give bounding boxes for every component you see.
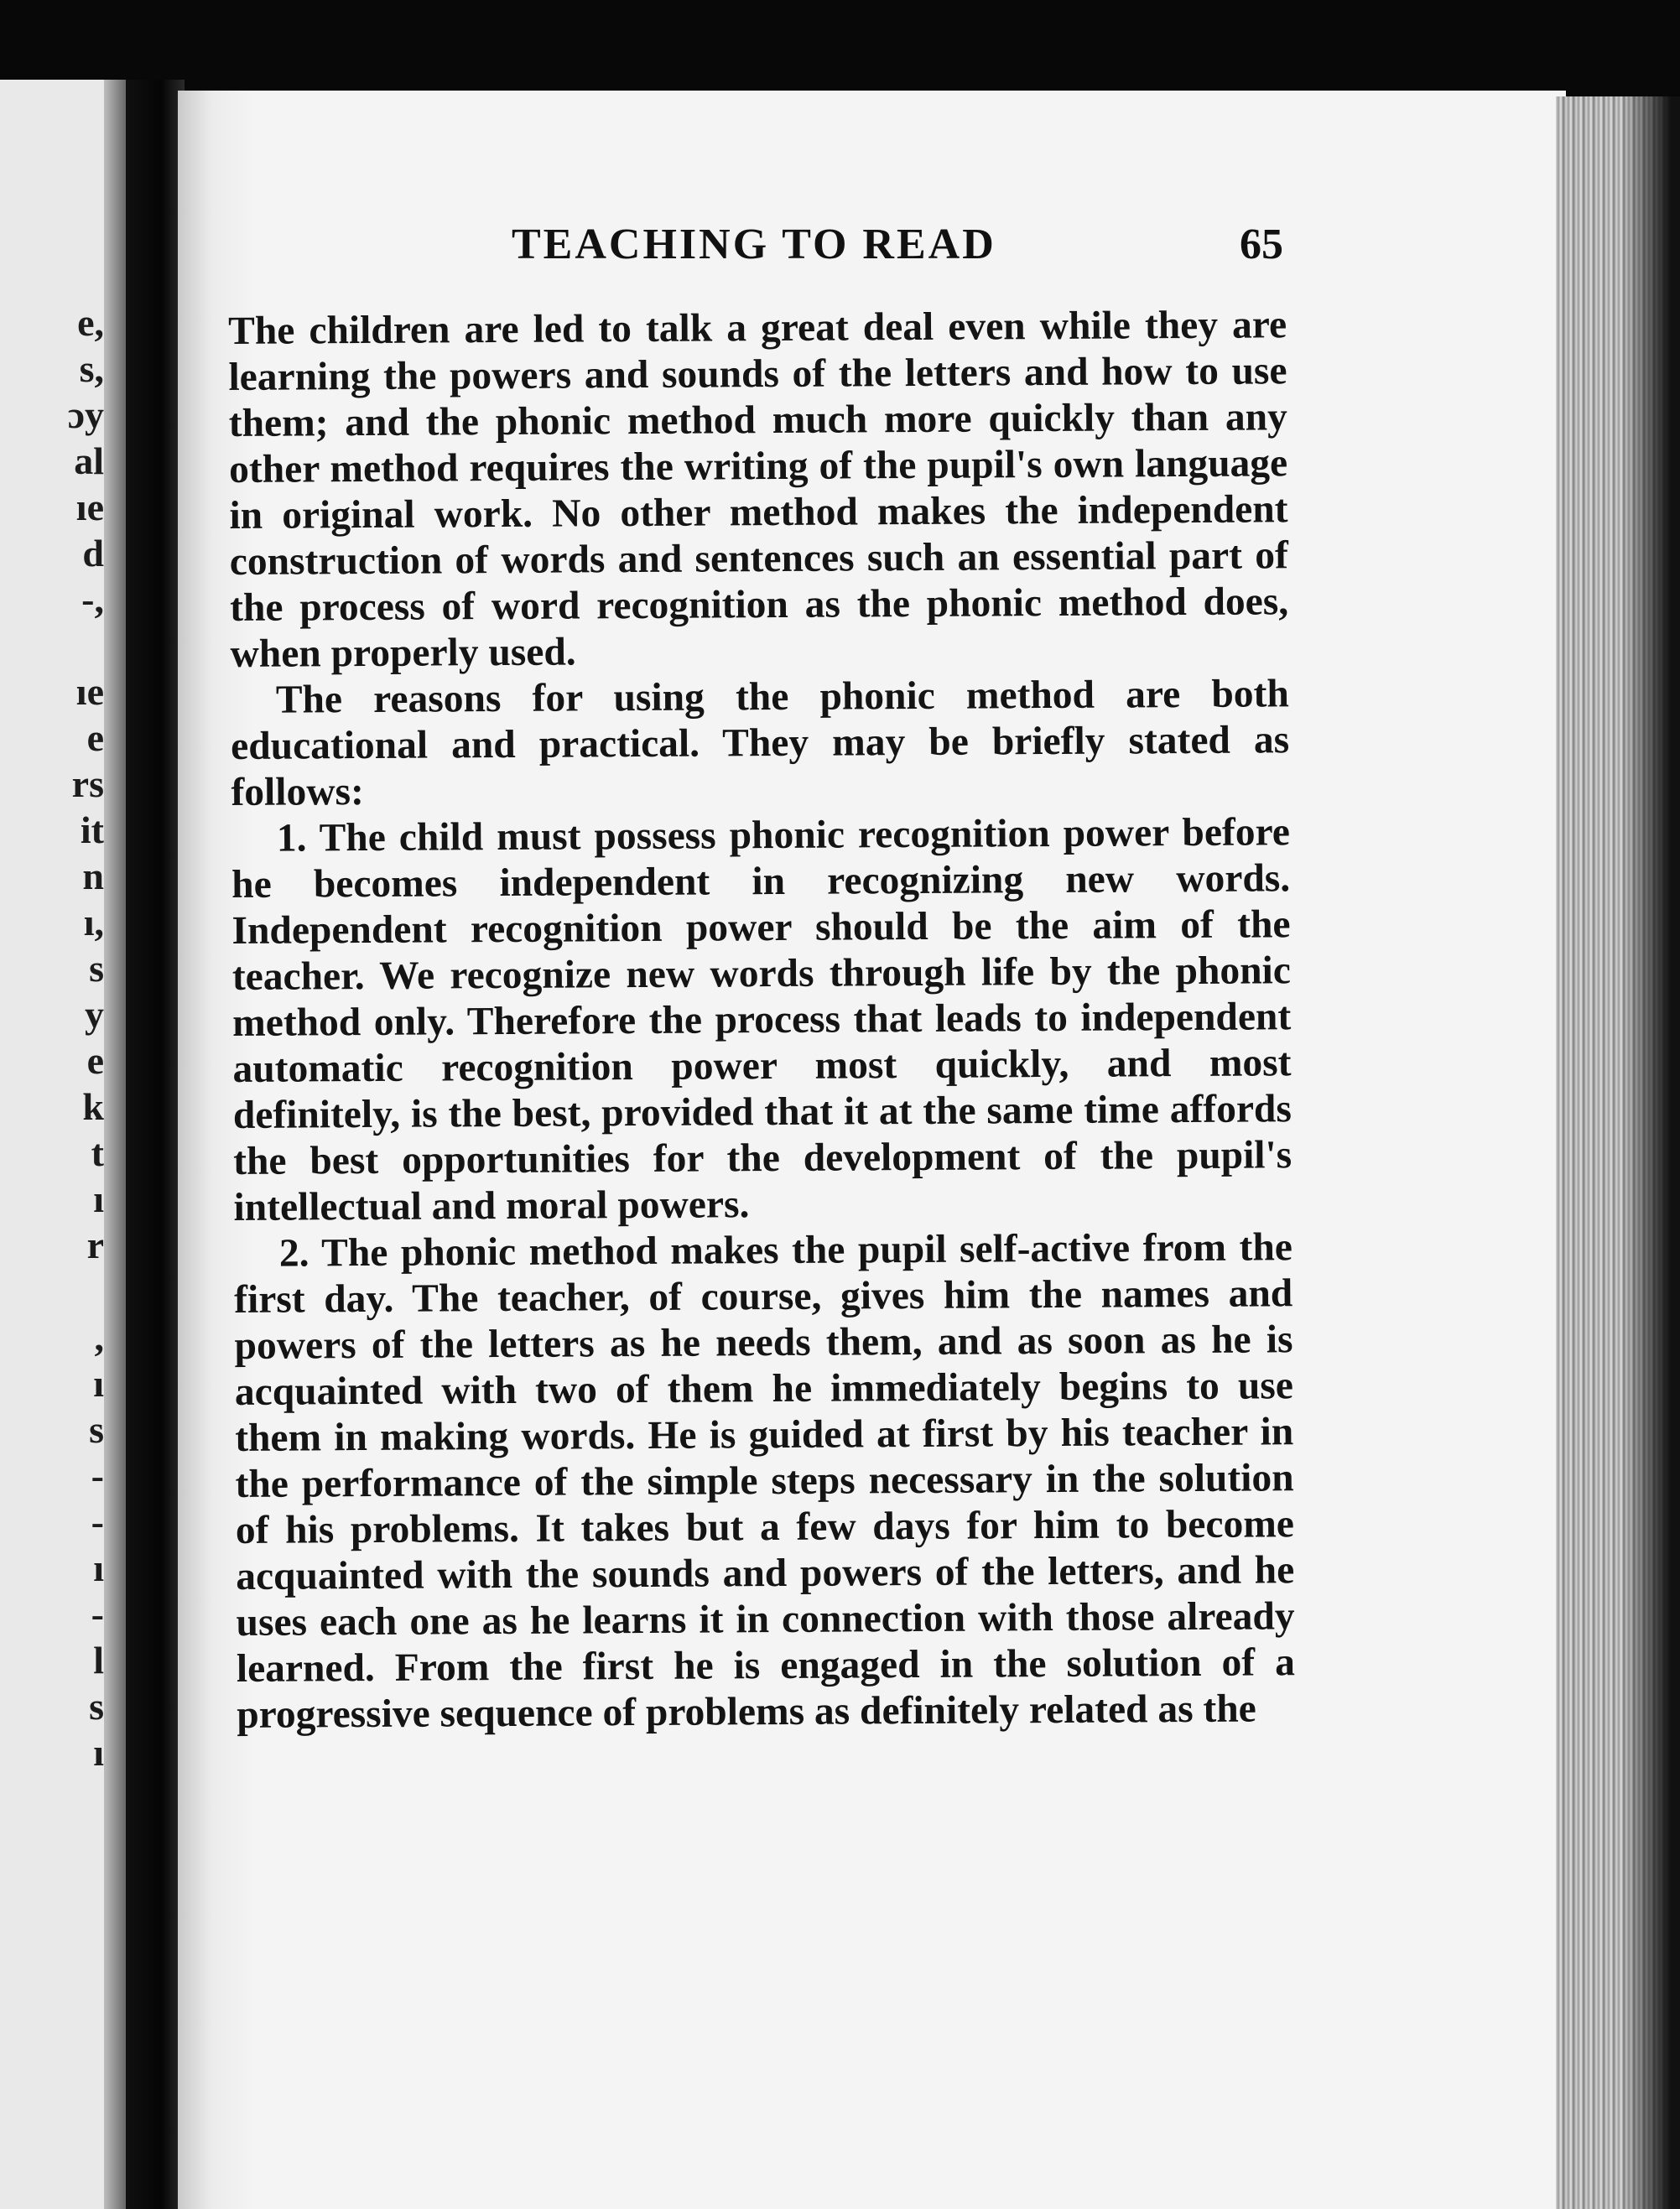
fragment: t [91, 1131, 104, 1174]
fragment: y [85, 993, 104, 1036]
fragment: s [89, 1408, 104, 1451]
fragment: al [74, 439, 104, 482]
fragment: - [91, 1454, 104, 1497]
facing-page-line-fragments [0, 299, 104, 1775]
fragment: rs [71, 762, 104, 805]
book-spine-shadow [126, 80, 185, 2209]
fragment: - [91, 1593, 104, 1635]
facing-page-edge [0, 80, 143, 2209]
page-stack-edge [1556, 96, 1680, 2209]
fragment: k [82, 1085, 104, 1128]
numbered-paragraph: 2. The phonic method makes the pupil self-active from the first day. The teacher, of course, gives him the names and powers of the letters as he needs them, and as soon as he is acquainted with two of them he immediately begins to use them in making words. He is guided at first by his teacher in the performance of the simple steps necessary in the solution of his problems. It takes but a few days for him to become acquainted with the sounds and powers of the letters, and he uses each one as he learns it in connection with those already learned. From the first he is engaged in the solution of a progressive sequence of problems as definitely related as the [234, 1225, 1296, 1737]
fragment [0, 1268, 104, 1314]
fragment: e [86, 1039, 104, 1082]
fragment: ı [93, 1546, 104, 1589]
fragment: e [86, 716, 104, 759]
fragment: , [94, 1316, 104, 1359]
fragment: d [82, 532, 104, 574]
fragment: ı [93, 1731, 104, 1774]
fragment: it [80, 808, 104, 851]
fragment: ı [93, 1177, 104, 1220]
fragment: s [89, 947, 104, 990]
fragment: r [86, 1224, 104, 1266]
fragment: e, [77, 301, 104, 344]
fragment: n [82, 855, 104, 897]
numbered-paragraph: 1. The child must possess phonic recognition power before he becomes independent in recognizing new words. Independent recognition power should be the aim of the teacher. We recognize new words through life by the phonic method only. Therefore the process that leads to independent automatic recognition power most quickly, and most definitely, is the best, provided that it at the same time affords the best opportunities for the development of the pupil's intellectual and moral powers. [231, 810, 1293, 1229]
edge-shadow [1621, 96, 1680, 2209]
fragment [0, 622, 104, 668]
page-number: 65 [1240, 221, 1283, 268]
fragment: - [91, 1500, 104, 1543]
running-head: TEACHING TO READ [512, 221, 996, 268]
paragraph: The children are led to talk a great deal even while they are learning the powers and sounds of the letters and how to use them; and the phonic method much more quickly than any other method requires the writing of the pupil's own language in original work. No other method makes the independent construction of words and sentences such an essential part of the process of word recognition as the phonic method does, when properly used. [228, 303, 1289, 676]
fragment: l [93, 1639, 104, 1681]
fragment: s [89, 1685, 104, 1728]
fragment: s, [79, 347, 104, 390]
fragment: -, [81, 578, 104, 621]
paragraph: The reasons for using the phonic method are both educational and practical. They may be briefly stated as follows: [231, 672, 1290, 814]
page-body [228, 302, 1295, 1739]
fragment: ıe [75, 486, 104, 528]
fragment: ıe [75, 670, 104, 713]
fragment: ı [93, 1362, 104, 1405]
fragment: ɔy [67, 393, 104, 436]
fragment: ı, [83, 901, 104, 943]
